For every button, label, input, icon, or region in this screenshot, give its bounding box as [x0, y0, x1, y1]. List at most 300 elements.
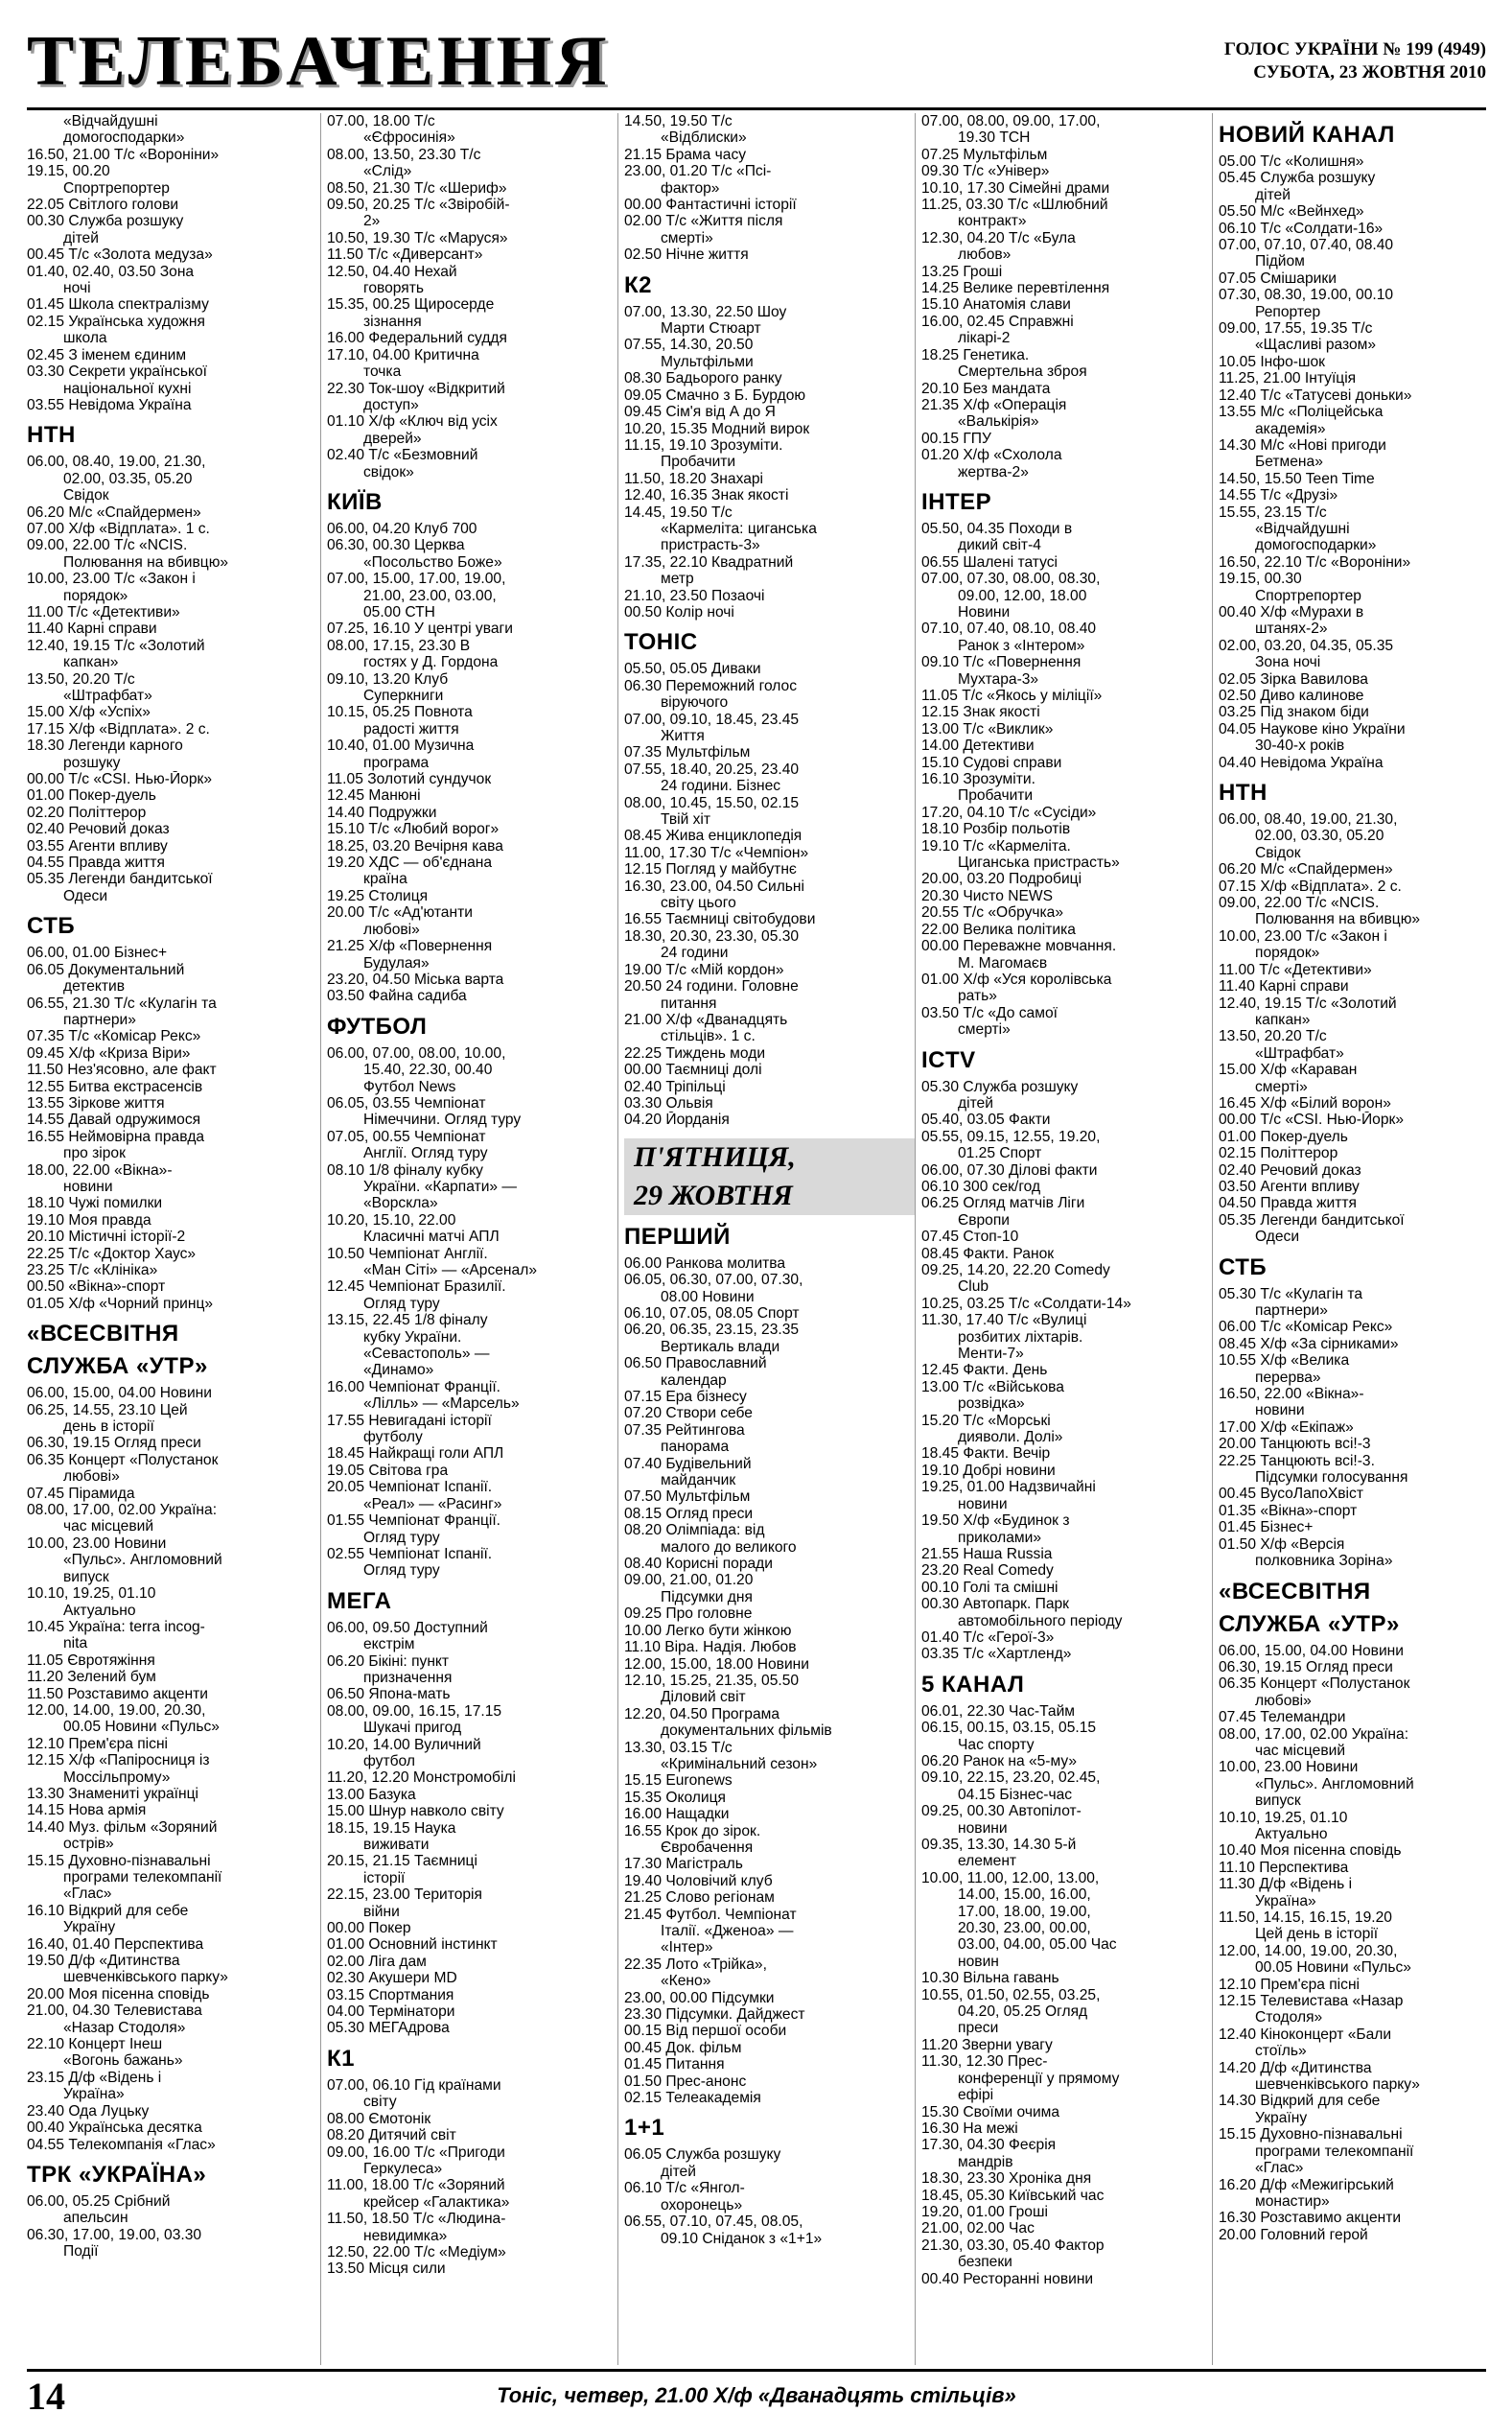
- listing-line: 11.10 Віра. Надія. Любов: [624, 1639, 797, 1656]
- listing-line: 17.10, 04.00 Критична: [327, 346, 479, 363]
- listing-line: 06.00 Ранкова молитва: [624, 1254, 786, 1272]
- listing-line: 08.45 Х/ф «За сірниками»: [1219, 1335, 1399, 1352]
- listing-line: 06.50 Православний: [624, 1355, 767, 1372]
- listing-line: 22.15, 23.00 Територія: [327, 1886, 482, 1904]
- listing-line: 07.25, 16.10 У центрі уваги: [327, 621, 513, 638]
- listing-continuation: Класичні матчі АПЛ: [363, 1229, 500, 1246]
- listing-continuation: Полювання на вбивцю»: [63, 553, 229, 571]
- listing-continuation: М. Магомаєв: [958, 954, 1048, 972]
- listing-line: 07.00, 13.30, 22.50 Шоу: [624, 303, 787, 320]
- listing-continuation: «Посольство Боже»: [363, 553, 502, 571]
- listing-continuation: майданчик: [661, 1472, 736, 1489]
- listing-continuation: Репортер: [1255, 303, 1321, 320]
- listing-continuation: апельсин: [63, 2210, 128, 2227]
- listing-line: 06.30 Переможний голос: [624, 677, 798, 694]
- listing-line: 05.45 Служба розшуку: [1219, 170, 1376, 187]
- listing-line: 11.10 Перспектива: [1219, 1859, 1349, 1876]
- listing-line: 01.10 Х/ф «Ключ від усіх: [327, 413, 498, 431]
- listing-continuation: день в історії: [63, 1418, 154, 1436]
- listing-line: 06.55, 07.10, 07.45, 08.05,: [624, 2213, 803, 2231]
- listing-line: 02.00, 03.20, 04.35, 05.35: [1219, 637, 1394, 654]
- channel-heading: К1: [327, 2045, 355, 2072]
- listing-line: 18.25 Генетика.: [921, 346, 1030, 363]
- listing-line: 07.30, 08.30, 19.00, 00.10: [1219, 287, 1394, 304]
- listing-line: 07.15 Х/ф «Відплата». 2 с.: [1219, 878, 1402, 895]
- listing-line: 01.00 Покер-дуель: [27, 787, 156, 805]
- listing-line: 07.00, 09.10, 18.45, 23.45: [624, 711, 800, 728]
- listing-line: 23.00, 01.20 Т/с «Псі-: [624, 163, 772, 180]
- listing-continuation: порядок»: [63, 587, 128, 604]
- listing-continuation: острів»: [63, 1836, 114, 1853]
- listing-column-2: [320, 113, 618, 2365]
- listing-line: 07.35 Т/с «Комісар Рекс»: [27, 1028, 201, 1045]
- listing-continuation: дверей»: [363, 430, 422, 447]
- listing-line: 16.55 Таємниці світобудови: [624, 911, 816, 928]
- listing-line: 03.55 Агенти впливу: [27, 837, 168, 855]
- listing-continuation: автомобільного періоду: [958, 1612, 1123, 1629]
- listing-line: 19.10 Моя правда: [27, 1211, 151, 1229]
- listing-line: 00.30 Автопарк. Парк: [921, 1596, 1069, 1613]
- channel-heading: НТН: [27, 422, 76, 449]
- listing-continuation: віруючого: [661, 694, 729, 712]
- listing-line: 14.50, 15.50 Teen Time: [1219, 470, 1375, 487]
- listing-line: 00.50 «Вікна»-спорт: [27, 1278, 166, 1296]
- listing-continuation: «Відблиски»: [661, 129, 747, 147]
- listing-line: 14.45, 19.50 Т/с: [624, 504, 733, 521]
- listing-continuation: 00.05 Новини «Пульс»: [1255, 1959, 1411, 1977]
- listing-line: 12.15 Погляд у майбутнє: [624, 861, 797, 878]
- listing-continuation: 24 години: [661, 945, 729, 962]
- listing-line: 19.00 Т/с «Мій кордон»: [624, 961, 784, 978]
- listing-line: 18.30 Легенди карного: [27, 738, 183, 755]
- listing-continuation: Спортрепортер: [1255, 587, 1361, 604]
- listing-line: 00.00 Таємниці долі: [624, 1062, 762, 1079]
- listing-line: 21.30, 03.30, 05.40 Фактор: [921, 2237, 1105, 2254]
- listing-line: 02.50 Нічне життя: [624, 246, 749, 264]
- listing-line: 13.30, 03.15 Т/с: [624, 1739, 733, 1756]
- listing-line: 09.25, 00.30 Автопілот-: [921, 1803, 1082, 1820]
- listing-line: 13.15, 22.45 1/8 фіналу: [327, 1312, 488, 1329]
- listing-continuation: Європи: [958, 1211, 1010, 1229]
- listing-line: 05.40, 03.05 Факти: [921, 1112, 1051, 1129]
- listing-continuation: контракт»: [958, 213, 1027, 230]
- footer-promo: Тоніс, четвер, 21.00 Х/ф «Дванадцять стільців»: [497, 2383, 1016, 2407]
- listing-line: 06.00, 08.40, 19.00, 21.30,: [1219, 811, 1398, 829]
- listing-line: 14.25 Велике перевтілення: [921, 280, 1110, 297]
- listing-line: 07.55, 14.30, 20.50: [624, 337, 754, 354]
- listing-continuation: «Кено»: [661, 1973, 711, 1990]
- listing-continuation: 14.00, 15.00, 16.00,: [958, 1886, 1091, 1904]
- listing-line: 01.55 Чемпіонат Франції.: [327, 1512, 501, 1530]
- listing-line: 06.00, 07.30 Ділові факти: [921, 1161, 1098, 1179]
- listing-line: 21.00, 04.30 Телевистава: [27, 2003, 202, 2020]
- listing-continuation: дикий світ-4: [958, 537, 1041, 554]
- listing-continuation: монастир»: [1255, 2192, 1330, 2210]
- listing-line: 06.20 Ранок на «5-му»: [921, 1752, 1078, 1769]
- listing-line: 13.55 М/с «Поліцейська: [1219, 404, 1384, 421]
- listing-continuation: документальних фільмів: [661, 1722, 832, 1740]
- listing-line: 21.35 Х/ф «Операція: [921, 396, 1067, 413]
- listing-line: 21.00 Х/ф «Дванадцять: [624, 1011, 788, 1028]
- listing-line: 14.40 Подружки: [327, 804, 437, 821]
- listing-line: 22.25 Танцюють всі!-3.: [1219, 1452, 1375, 1469]
- listing-continuation: доступ»: [363, 396, 419, 413]
- listing-continuation: «Реал» — «Расинг»: [363, 1495, 502, 1512]
- listing-line: 13.55 Зіркове життя: [27, 1094, 165, 1112]
- listing-column-5: [1212, 113, 1493, 2365]
- listing-line: 06.30, 00.30 Церква: [327, 537, 465, 554]
- listing-continuation: «Ворскла»: [363, 1195, 438, 1212]
- listing-line: 13.30 Знамениті українці: [27, 1785, 199, 1802]
- channel-heading: 5 КАНАЛ: [921, 1671, 1025, 1698]
- channel-heading: ТРК «УКРАЇНА»: [27, 2161, 207, 2188]
- listing-line: 01.45 Бізнес+: [1219, 1519, 1314, 1536]
- listing-line: 10.00, 23.00 Новини: [27, 1534, 167, 1552]
- listing-line: 17.30 Магістраль: [624, 1856, 743, 1873]
- listing-line: 21.10, 23.50 Позаочі: [624, 587, 765, 604]
- listing-continuation: говорять: [363, 280, 425, 297]
- listing-line: 11.30, 17.40 Т/с «Вулиці: [921, 1312, 1087, 1329]
- listing-line: 03.50 Т/с «До самої: [921, 1004, 1058, 1021]
- listing-continuation: 17.00, 18.00, 19.00,: [958, 1903, 1091, 1920]
- listing-line: 13.50, 20.20 Т/с: [1219, 1028, 1327, 1045]
- listing-continuation: Геркулеса»: [363, 2160, 443, 2177]
- listing-line: 07.25 Мультфільм: [921, 146, 1048, 163]
- listing-continuation: Одеси: [1255, 1229, 1300, 1246]
- listing-line: 00.10 Голі та смішні: [921, 1579, 1058, 1596]
- listing-line: 17.00 Х/ф «Екіпаж»: [1219, 1418, 1354, 1436]
- listing-line: 17.35, 22.10 Квадратний: [624, 553, 794, 571]
- listing-line: 08.10 1/8 фіналу кубку: [327, 1161, 483, 1179]
- listing-line: 01.05 Х/ф «Чорний принц»: [27, 1295, 214, 1312]
- listing-line: 01.00 Х/ф «Уся королівська: [921, 971, 1112, 988]
- listing-line: 06.00, 15.00, 04.00 Новини: [27, 1385, 212, 1402]
- listing-continuation: дітей: [958, 1094, 993, 1112]
- listing-line: 21.00, 02.00 Час: [921, 2220, 1035, 2237]
- listing-line: 09.25, 14.20, 22.20 Comedy: [921, 1262, 1110, 1278]
- listing-line: 12.15 Знак якості: [921, 704, 1040, 721]
- listing-line: 03.30 Секрети української: [27, 363, 207, 381]
- listing-line: 23.30 Підсумки. Дайджест: [624, 2006, 805, 2024]
- listing-line: 06.55, 21.30 Т/с «Кулагін та: [27, 995, 217, 1012]
- listing-line: 04.50 Правда життя: [1219, 1195, 1357, 1212]
- listing-continuation: кубку України.: [363, 1328, 462, 1346]
- listing-line: 06.25, 14.55, 23.10 Цей: [27, 1401, 188, 1418]
- listing-continuation: малого до великого: [661, 1538, 797, 1556]
- channel-heading: КИЇВ: [327, 488, 383, 515]
- listing-line: 16.00 Нащадки: [624, 1806, 730, 1823]
- listing-continuation: футбол: [363, 1752, 415, 1769]
- listing-continuation: Одеси: [63, 887, 108, 904]
- listing-continuation: смерті»: [958, 1021, 1011, 1039]
- listing-line: 13.00 Т/с «Виклик»: [921, 720, 1054, 738]
- listing-continuation: «Глас»: [63, 1886, 112, 1903]
- listing-continuation: елемент: [958, 1853, 1017, 1870]
- listing-line: 01.45 Питання: [624, 2056, 725, 2073]
- listing-continuation: Полювання на вбивцю»: [1255, 911, 1421, 928]
- listing-line: 08.00, 17.00, 02.00 Україна:: [1219, 1725, 1409, 1743]
- listing-column-1: [27, 113, 313, 2365]
- listing-line: 05.50, 04.35 Походи в: [921, 520, 1073, 537]
- listing-continuation: Club: [958, 1278, 989, 1296]
- listing-line: 15.10 Судові справи: [921, 754, 1062, 771]
- listing-continuation: Підсумки голосування: [1255, 1469, 1408, 1487]
- listing-continuation: «Кримінальний сезон»: [661, 1755, 818, 1772]
- listing-line: 22.05 Світлого голови: [27, 197, 179, 214]
- day-heading: 29 ЖОВТНЯ: [624, 1177, 916, 1215]
- listing-line: 19.15, 00.20: [27, 163, 110, 180]
- listing-line: 05.30 Служба розшуку: [921, 1078, 1079, 1095]
- listing-continuation: фактор»: [661, 179, 720, 197]
- listing-continuation: Твій хіт: [661, 811, 711, 829]
- listing-line: 18.45 Факти. Вечір: [921, 1445, 1051, 1463]
- channel-heading: СЛУЖБА «УТР»: [1219, 1610, 1400, 1637]
- listing-line: 02.05 Зірка Вавилова: [1219, 670, 1368, 688]
- listing-continuation: 21.00, 23.00, 03.00,: [363, 587, 497, 604]
- listing-line: 02.40 Тріпільці: [624, 1078, 726, 1095]
- listing-line: 12.55 Битва екстрасенсів: [27, 1078, 203, 1095]
- listing-continuation: Смертельна зброя: [958, 363, 1087, 381]
- listing-continuation: Шукачі пригод: [363, 1720, 462, 1737]
- listing-continuation: «Єфросинія»: [363, 129, 455, 147]
- listing-line: 07.00, 08.00, 09.00, 17.00,: [921, 113, 1101, 129]
- listing-line: 05.55, 09.15, 12.55, 19.20,: [921, 1128, 1101, 1145]
- listing-line: 11.50, 18.20 Знахарі: [624, 470, 764, 487]
- listing-line: 11.25, 03.30 Т/с «Шлюбний: [921, 197, 1108, 214]
- listing-line: 23.40 Ода Луцьку: [27, 2102, 150, 2120]
- listing-line: 12.00, 14.00, 19.00, 20.30,: [27, 1701, 206, 1719]
- listing-continuation: новини: [63, 1178, 113, 1195]
- listing-continuation: Ранок з «Інтером»: [958, 637, 1085, 654]
- listing-continuation: жертва-2»: [958, 463, 1029, 480]
- listing-line: 20.50 24 години. Головне: [624, 978, 799, 995]
- listing-line: 12.10 Прем'єра пісні: [27, 1735, 169, 1752]
- listing-line: 11.00, 18.00 Т/с «Зоряний: [327, 2177, 505, 2194]
- listing-line: 04.20 Йорданія: [624, 1112, 730, 1129]
- listing-continuation: дітей: [661, 2163, 696, 2180]
- listing-line: 12.00, 15.00, 18.00 Новини: [624, 1655, 809, 1673]
- listing-line: 02.15 Телеакадемія: [624, 2090, 761, 2107]
- listing-line: 00.30 Служба розшуку: [27, 213, 184, 230]
- listing-continuation: 01.25 Спорт: [958, 1145, 1042, 1162]
- listing-line: 20.10 Без мандата: [921, 380, 1051, 397]
- listing-continuation: «Штрафбат»: [1255, 1044, 1344, 1062]
- listing-continuation: академія»: [1255, 420, 1326, 437]
- listing-line: 09.45 Сім'я від А до Я: [624, 404, 776, 421]
- listing-line: 02.15 Українська художня: [27, 313, 205, 330]
- listing-continuation: Менти-7»: [958, 1346, 1024, 1363]
- listing-line: 19.25, 01.00 Надзвичайні: [921, 1479, 1096, 1496]
- listing-line: 21.25 Слово регіонам: [624, 1889, 775, 1907]
- listing-continuation: безпеки: [958, 2254, 1012, 2271]
- listing-line: 16.50, 22.00 «Вікна»-: [1219, 1386, 1364, 1403]
- listing-continuation: 00.05 Новини «Пульс»: [63, 1719, 220, 1736]
- listing-line: 06.10 300 сек/год: [921, 1178, 1041, 1195]
- listing-line: 05.35 Легенди бандитської: [27, 871, 213, 888]
- listing-line: 19.05 Світова гра: [327, 1462, 449, 1479]
- listing-line: 19.40 Чоловічий клуб: [624, 1872, 773, 1889]
- listing-line: 19.15, 00.30: [1219, 571, 1302, 588]
- listing-line: 12.40, 19.15 Т/с «Золотий: [27, 637, 205, 654]
- listing-line: 02.15 Політтерор: [1219, 1145, 1338, 1162]
- listing-line: 00.00 Покер: [327, 1920, 411, 1937]
- listing-line: 10.05 Інфо-шок: [1219, 353, 1325, 370]
- listing-continuation: футболу: [363, 1429, 423, 1446]
- listing-line: 07.05, 00.55 Чемпіонат: [327, 1128, 486, 1145]
- listing-line: 02.00 Ліга дам: [327, 1953, 427, 1970]
- listing-line: 22.25 Т/с «Доктор Хаус»: [27, 1245, 197, 1262]
- listing-continuation: 02.00, 03.30, 05.20: [1255, 828, 1384, 845]
- listing-continuation: Суперкниги: [363, 688, 444, 704]
- channel-heading: ІНТЕР: [921, 488, 992, 515]
- listing-line: 11.05 Золотий сундучок: [327, 771, 492, 788]
- listing-line: 07.15 Ера бізнесу: [624, 1389, 747, 1405]
- listing-line: 14.30 М/с «Нові пригоди: [1219, 436, 1386, 454]
- listing-line: 12.10 Прем'єра пісні: [1219, 1976, 1361, 1993]
- listing-continuation: «Назар Стодоля»: [63, 2019, 186, 2036]
- listing-continuation: розшуку: [63, 754, 121, 771]
- listing-line: 00.45 Док. фільм: [624, 2039, 742, 2056]
- listing-line: 06.00, 05.25 Срібний: [27, 2192, 171, 2210]
- listing-continuation: Цей день в історії: [1255, 1926, 1379, 1943]
- listing-line: 06.00, 07.00, 08.00, 10.00,: [327, 1044, 506, 1062]
- listing-line: 23.15 Д/ф «Відень і: [27, 2069, 162, 2086]
- listing-line: 12.50, 22.00 Т/с «Медіум»: [327, 2243, 506, 2260]
- listing-line: 08.00, 17.15, 23.30 В: [327, 637, 471, 654]
- listing-line: 06.00 Т/с «Комісар Рекс»: [1219, 1319, 1393, 1336]
- listing-continuation: преси: [958, 2020, 999, 2037]
- listing-line: 11.30 Д/ф «Відень і: [1219, 1876, 1353, 1893]
- listing-line: 06.20 М/с «Спайдермен»: [27, 504, 201, 521]
- listing-continuation: Новини: [958, 603, 1011, 621]
- listing-continuation: смерті»: [661, 229, 713, 246]
- listing-continuation: Німеччини. Огляд туру: [363, 1112, 522, 1129]
- listing-line: 11.20 Зелений бум: [27, 1669, 156, 1686]
- listing-line: 00.40 Українська десятка: [27, 2120, 202, 2137]
- listing-continuation: світу цього: [661, 895, 736, 912]
- listing-line: 16.45 Х/ф «Білий ворон»: [1219, 1094, 1391, 1112]
- listing-line: 16.10 Зрозуміти.: [921, 771, 1035, 788]
- listing-line: 12.40, 16.35 Знак якості: [624, 487, 789, 504]
- listing-line: 22.10 Концерт Інеш: [27, 2036, 163, 2053]
- listing-line: 18.00, 22.00 «Вікна»-: [27, 1161, 173, 1179]
- listing-line: 06.01, 22.30 Час-Тайм: [921, 1702, 1076, 1720]
- listing-line: 23.00, 00.00 Підсумки: [624, 1989, 775, 2006]
- listing-line: 14.40 Муз. фільм «Зоряний: [27, 1818, 218, 1836]
- listing-line: 06.30, 17.00, 19.00, 03.30: [27, 2226, 202, 2243]
- listing-continuation: пристрасть-3»: [661, 537, 760, 554]
- listing-continuation: Бетмена»: [1255, 454, 1323, 471]
- listing-line: 11.50, 18.50 Т/с «Людина-: [327, 2211, 506, 2228]
- listing-continuation: Україну: [1255, 2109, 1308, 2126]
- listing-line: 20.00 Головний герой: [1219, 2226, 1368, 2243]
- listing-line: 09.10, 22.15, 23.20, 02.45,: [921, 1769, 1101, 1787]
- listing-line: 07.40 Будівельний: [624, 1455, 752, 1472]
- listing-continuation: України. «Карпати» —: [363, 1178, 518, 1195]
- listing-continuation: календар: [661, 1371, 727, 1389]
- listing-continuation: домогосподарки»: [63, 129, 185, 147]
- listing-line: 06.25 Огляд матчів Ліги: [921, 1195, 1085, 1212]
- listing-line: 10.50 Чемпіонат Англії.: [327, 1245, 488, 1262]
- listing-line: 07.05 Смішарики: [1219, 269, 1337, 287]
- listing-line: 11.00, 17.30 Т/с «Чемпіон»: [624, 844, 809, 861]
- listing-line: 17.55 Невигадані історії: [327, 1412, 492, 1429]
- listing-continuation: час місцевий: [63, 1518, 154, 1535]
- listing-line: 07.45 Стоп-10: [921, 1229, 1019, 1246]
- listing-line: 07.20 Створи себе: [624, 1405, 753, 1422]
- listing-continuation: любові»: [363, 921, 420, 938]
- listing-continuation: 08.00 Новини: [661, 1288, 755, 1305]
- listing-line: 08.40 Корисні поради: [624, 1556, 773, 1573]
- listing-line: 14.55 Т/с «Друзі»: [1219, 487, 1338, 504]
- channel-heading: НТН: [1219, 780, 1268, 807]
- listing-line: 22.35 Лото «Трійка»,: [624, 1956, 767, 1973]
- listing-line: 15.15 Духовно-пізнавальні: [1219, 2126, 1403, 2143]
- listing-line: 23.20 Real Comedy: [921, 1562, 1054, 1580]
- listing-line: 07.50 Мультфільм: [624, 1488, 751, 1506]
- listing-line: 11.25, 21.00 Інтуїція: [1219, 370, 1357, 387]
- listing-continuation: екстрім: [363, 1636, 415, 1653]
- listing-continuation: «Динамо»: [363, 1362, 434, 1379]
- listing-continuation: програми телекомпанії: [63, 1869, 222, 1886]
- listing-line: 11.50 Розставимо акценти: [27, 1685, 208, 1702]
- channel-heading: МЕГА: [327, 1587, 392, 1614]
- listing-line: 16.30 На межі: [921, 2120, 1018, 2137]
- listing-line: 09.00, 22.00 Т/с «NCIS.: [27, 537, 188, 554]
- listing-line: 20.00, 03.20 Подробиці: [921, 871, 1082, 888]
- listing-continuation: Час спорту: [958, 1736, 1035, 1753]
- listing-continuation: любові»: [1255, 1692, 1312, 1709]
- listing-line: 15.15 Euronews: [624, 1772, 733, 1790]
- listing-line: 11.40 Карні справи: [1219, 978, 1349, 995]
- paper-date: СУБОТА, 23 ЖОВТНЯ 2010: [1253, 62, 1486, 82]
- listing-line: 19.50 Х/ф «Будинок з: [921, 1512, 1070, 1530]
- listing-line: 06.15, 00.15, 03.15, 05.15: [921, 1720, 1097, 1737]
- listing-line: 19.50 Д/ф «Дитинства: [27, 1953, 180, 1970]
- listing-continuation: програма: [363, 754, 430, 771]
- listing-line: 03.25 Під знаком біди: [1219, 704, 1369, 721]
- listing-line: 01.00 Основний інстинкт: [327, 1936, 498, 1954]
- listing-line: 08.00, 13.50, 23.30 Т/с: [327, 146, 481, 163]
- listing-line: 11.30, 12.30 Прес-: [921, 2053, 1048, 2071]
- listing-continuation: гостях у Д. Гордона: [363, 654, 499, 671]
- channel-heading: СЛУЖБА «УТР»: [27, 1353, 208, 1380]
- listing-line: 12.40, 19.15 Т/с «Золотий: [1219, 995, 1397, 1012]
- listing-continuation: країна: [363, 871, 407, 888]
- listing-line: 20.10 Містичні історії-2: [27, 1229, 186, 1246]
- listing-line: 09.00, 16.00 Т/с «Пригоди: [327, 2143, 505, 2161]
- listing-line: 19.20 ХДС — об'єднана: [327, 855, 493, 872]
- listing-line: 10.40 Моя пісенна сповідь: [1219, 1842, 1402, 1860]
- listing-line: 08.00 Ємотонік: [327, 2110, 431, 2127]
- listing-line: 22.25 Тиждень моди: [624, 1044, 766, 1062]
- listing-line: 20.00 Моя пісенна сповідь: [27, 1985, 210, 2003]
- listing-line: 08.20 Олімпіада: від: [624, 1522, 765, 1539]
- listing-line: 11.50, 14.15, 16.15, 19.20: [1219, 1909, 1392, 1926]
- listing-line: 16.55 Неймовірна правда: [27, 1128, 205, 1145]
- listing-continuation: новини: [1255, 1402, 1305, 1419]
- listing-continuation: дияволи. Долі»: [958, 1429, 1063, 1446]
- listing-continuation: Вертикаль влади: [661, 1338, 780, 1355]
- listing-continuation: Свідок: [63, 487, 109, 504]
- listing-line: 08.45 Факти. Ранок: [921, 1245, 1055, 1262]
- listing-continuation: полковника Зоріна»: [1255, 1553, 1393, 1570]
- listing-line: 07.00, 18.00 Т/с: [327, 113, 435, 129]
- listing-line: 06.35 Концерт «Полустанок: [1219, 1675, 1410, 1693]
- listing-line: 10.20, 14.00 Вуличний: [327, 1736, 481, 1753]
- listing-line: 09.35, 13.30, 14.30 5-й: [921, 1837, 1077, 1853]
- page-number: 14: [27, 2375, 65, 2418]
